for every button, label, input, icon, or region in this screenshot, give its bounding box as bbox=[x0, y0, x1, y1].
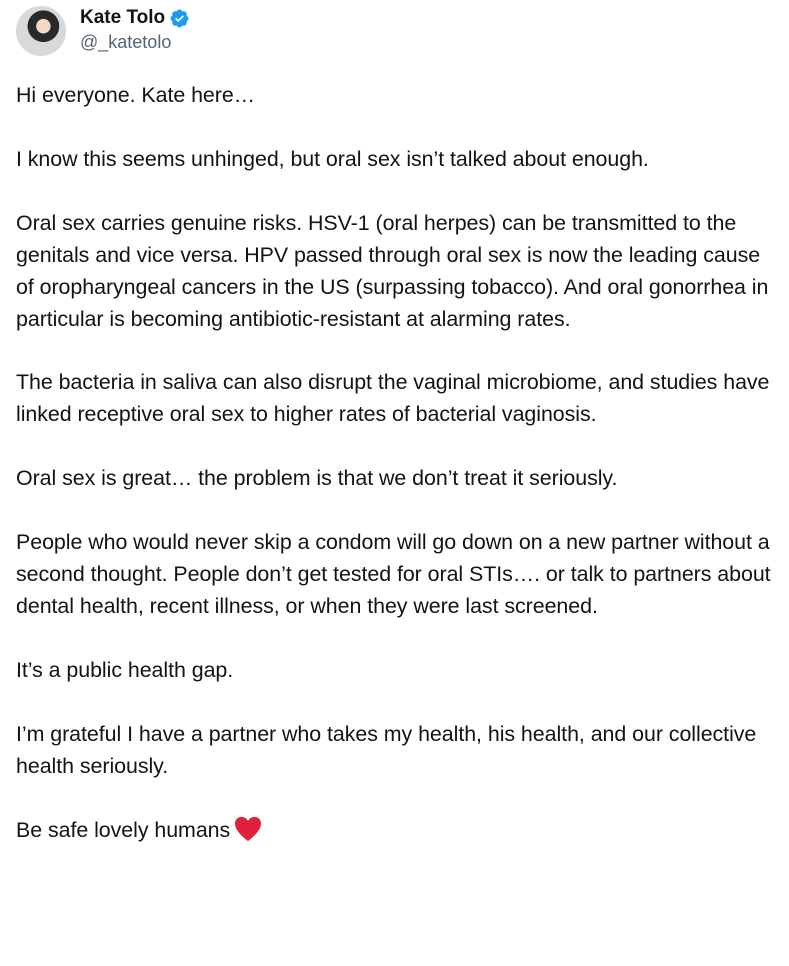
tweet-closing-paragraph bbox=[16, 815, 773, 847]
author-display-name[interactable]: Kate Tolo bbox=[80, 7, 166, 28]
tweet-paragraph: Oral sex is great… the problem is that we don’t treat it seriously. bbox=[16, 466, 618, 491]
tweet-paragraph: I know this seems unhinged, but oral sex isn’t talked about enough. bbox=[16, 146, 649, 171]
tweet-paragraph: People who would never skip a condom will go down on a new partner without a second thought. People don’t get tested for oral STIs…. or talk to partners about dental health, recent illness, or when they were last screened. bbox=[16, 530, 771, 618]
author-handle[interactable]: @_katetolo bbox=[80, 32, 172, 52]
tweet-paragraph: It’s a public health gap. bbox=[16, 657, 234, 682]
tweet-body bbox=[16, 80, 773, 847]
verified-badge-icon bbox=[169, 8, 190, 29]
tweet-paragraph: I’m grateful I have a partner who takes my health, his health, and our collective health seriously. bbox=[16, 721, 757, 778]
author-avatar[interactable] bbox=[16, 6, 66, 56]
tweet-header bbox=[16, 0, 773, 64]
name-row bbox=[80, 6, 190, 30]
tweet-paragraph: Hi everyone. Kate here… bbox=[16, 83, 256, 107]
tweet-closing-text: Be safe lovely humans bbox=[16, 817, 231, 842]
tweet-paragraph: Oral sex carries genuine risks. HSV-1 (oral herpes) can be transmitted to the genitals and vice versa. HPV passed through oral sex is now the leading cause of oropharyngeal cancers in the US (surpassing tobacco). And oral gonorrhea in particular is becoming antibiotic-resistant at alarming rates. bbox=[16, 210, 769, 331]
author-names bbox=[80, 6, 190, 54]
tweet-paragraph: The bacteria in saliva can also disrupt the vaginal microbiome, and studies have linked receptive oral sex to higher rates of bacterial vaginosis. bbox=[16, 370, 770, 427]
red-heart-icon bbox=[234, 816, 262, 842]
